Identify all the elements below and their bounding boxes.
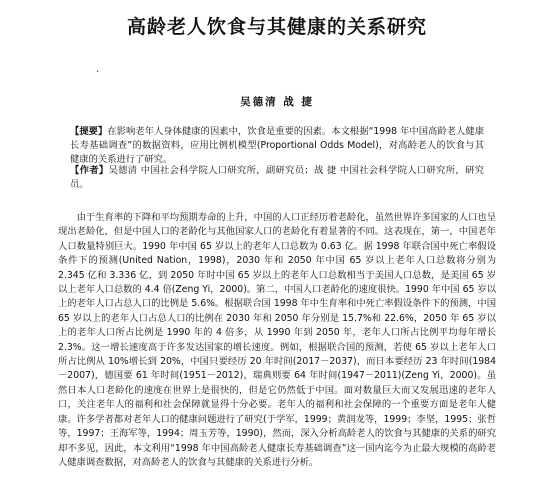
abstract (70, 125, 484, 167)
paper-title: 高龄老人饮食与其健康的关系研究 (126, 16, 427, 38)
author-tag: 【作者】 (70, 165, 109, 176)
abstract-text: 在影响老年人身体健康的因素中，饮食是重要的因素。本文根据“1998 年中国高龄老人健康长寿基础调查”的数据资料，应用比例机模型(Proportional Odds Model)，对高龄老人的饮食与其健康的关系进行了研究。 (70, 126, 484, 165)
body-paragraph: 由于生育率的下降和平均预期寿命的上升，中国的人口正经历着老龄化，虽然世界许多国家的人口也呈现出老龄化，但是中国人口的老龄化与其他国家人口的老龄化有着显著的不同。这表现在，第一，中国老年人口数量特别巨大。1990 年中国 65 岁以上的老年人口总数为 0.63 亿。据 1998 年联合国中死亡率假设条件下的预测(United Nation，1998)，2030 年和 2050 年中国 65 岁以上老年人口总数将分别为 2.345 亿和 3.336 亿，到 2050 年时中国 65 岁以上的老年人口总数相当于美国人口总数，是美国 65 岁以上老年人口总数的 4.4 倍(Zeng Yi，2000)。第二，中国人口老龄化的速度很快。1990 年中国 65 岁以上的老年人口占总人口的比例是 5.6%。根据联合国 1998 年中生育率和中死亡率假设条件下的预测，中国 65 岁以上的老年人口占总人口的比例在 2030 年和 2050 年分别是 15.7%和 22.6%，2050 年 65 岁以上的老年人口所占比例是 1990 年的 4 倍多，从 1990 年到 2050 年，老年人口所占比例平均每年增长 2.3%。这一增长速度高于许多发达国家的增长速度。例如，根据联合国的预测，若使 65 岁以上老年人口所占比例从 10%增长到 20%，中国只要经历 20 年时间(2017－2037)，而日本要经历 23 年时间(1984－2007)，德国要 61 年时间(1951－2012)，瑞典则要 64 年时间(1947－2011)(Zeng Yi，2000)。虽然日本人口老龄化的速度在世界上是很快的，但是它仍然低于中国。面对数量巨大而又发展迅速的老年人口，关注老年人的福利和社会保障就显得十分必要。老年人的福利和社会保障的一个重要方面是老年人健康。许多学者都对老年人口的健康问题进行了研究(于学军，1999；黄润龙等，1999；李坚，1995；张哲等，1997；王海军等，1994；周玉芳等，1990)，然而，深入分析高龄老人的饮食与其健康的关系的研究却不多见，因此，本文利用“1998 年中国高龄老人健康长寿基础调查”这一国内迄今为止最大规模的高龄老人健康调查数据，对高龄老人的饮食与其健康的关系进行分析。 (58, 212, 496, 468)
author-line: 吴德清 战 捷 (240, 96, 314, 108)
author-info (70, 164, 484, 192)
author-info-text: 吴德清 中国社会科学院人口研究所，副研究员；战 捷 中国社会科学院人口研究所，研究员。 (70, 165, 484, 190)
abstract-tag: 【提要】 (70, 126, 108, 137)
body-text (58, 211, 496, 470)
stray-mark: . (96, 64, 100, 75)
